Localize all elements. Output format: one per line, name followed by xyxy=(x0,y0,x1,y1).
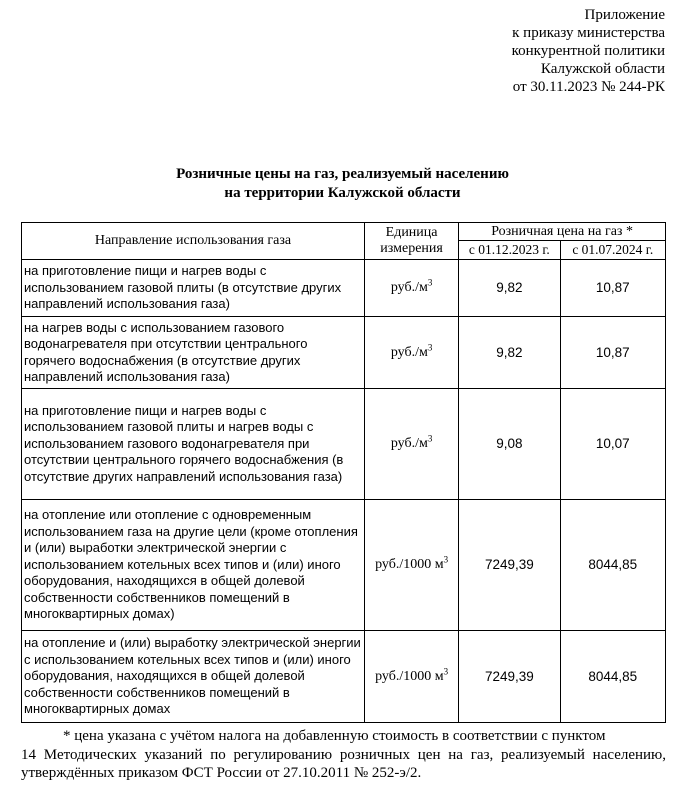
row-direction: на отопление и (или) выработку электрической энергии с использованием котельных всех типов и (или) иного оборудования, находящихся в общей долевой собственности собственников помещений в многоквартирных домах xyxy=(22,631,365,723)
header-line: конкурентной политики xyxy=(511,43,665,59)
header-unit-line2: измерения xyxy=(380,241,443,256)
document-header xyxy=(512,6,665,96)
header-price: Розничная цена на газ * xyxy=(459,223,666,241)
header-unit xyxy=(364,223,458,260)
header-line: Калужской области xyxy=(540,61,665,77)
row-price-1: 7249,39 xyxy=(459,500,560,631)
table-row xyxy=(22,389,666,500)
unit-superscript: 3 xyxy=(427,433,433,444)
unit-text: руб./м xyxy=(390,280,428,295)
row-unit xyxy=(364,631,458,723)
row-price-1: 7249,39 xyxy=(459,631,560,723)
row-direction: на приготовление пищи и нагрев воды с использованием газовой плиты и нагрев воды с использованием газового водонагревателя при отсутствии центрального горячего водоснабжения (в отсутствие других направлений использования газа) xyxy=(22,389,365,500)
table-row xyxy=(22,500,666,631)
header-date-2: с 01.07.2024 г. xyxy=(560,241,665,260)
unit-superscript: 3 xyxy=(443,665,449,676)
unit-text: руб./1000 м xyxy=(375,557,444,572)
row-direction: на отопление или отопление с одновременным использованием газа на другие цели (кроме отопления и (или) выработки электрической энергии с использованием котельных всех типов и (или) иного оборудования, находящихся в общей долевой собственности собственников помещений в многоквартирных домах) xyxy=(22,500,365,631)
row-price-2: 10,07 xyxy=(560,389,665,500)
header-direction: Направление использования газа xyxy=(22,223,365,260)
row-price-2: 8044,85 xyxy=(560,500,665,631)
header-line: Приложение xyxy=(584,7,665,23)
header-unit-line1: Единица xyxy=(385,225,438,240)
footnote-first-line: * цена указана с учётом налога на добавленную стоимость в соответствии с пунктом xyxy=(63,728,606,744)
unit-superscript: 3 xyxy=(427,341,433,352)
header-line: к приказу министерства xyxy=(512,25,665,41)
unit-superscript: 3 xyxy=(443,554,449,565)
header-line: от 30.11.2023 № 244-РК xyxy=(512,79,665,95)
footnote-rest: 14 Методических указаний по регулированию розничных цен на газ, реализуемый населению, утверждённых приказом ФСТ России от 27.10.2011 № 252-э/2. xyxy=(21,746,666,781)
header-date-1: с 01.12.2023 г. xyxy=(459,241,560,260)
unit-text: руб./м xyxy=(390,436,428,451)
title-line-1: Розничные цены на газ, реализуемый населению xyxy=(176,166,509,182)
table-row xyxy=(22,631,666,723)
row-unit xyxy=(364,317,458,389)
row-price-1: 9,82 xyxy=(459,317,560,389)
row-price-2: 8044,85 xyxy=(560,631,665,723)
row-unit xyxy=(364,500,458,631)
row-unit xyxy=(364,389,458,500)
prices-table xyxy=(21,222,666,723)
document-title xyxy=(0,165,685,203)
unit-text: руб./1000 м xyxy=(375,668,444,684)
table-row xyxy=(22,260,666,317)
row-price-1: 9,82 xyxy=(459,260,560,317)
unit-superscript: 3 xyxy=(427,277,433,288)
row-unit xyxy=(364,260,458,317)
row-direction: на нагрев воды с использованием газового водонагревателя при отсутствии центрального горячего водоснабжения (в отсутствие других направлений использования газа) xyxy=(22,317,365,389)
row-price-1: 9,08 xyxy=(459,389,560,500)
table-row xyxy=(22,317,666,389)
title-line-2: на территории Калужской области xyxy=(224,185,461,201)
row-price-2: 10,87 xyxy=(560,317,665,389)
unit-text: руб./м xyxy=(390,344,428,360)
row-direction: на приготовление пищи и нагрев воды с использованием газовой плиты (в отсутствие других направлений использования газа) xyxy=(22,260,365,317)
footnote xyxy=(21,727,666,783)
row-price-2: 10,87 xyxy=(560,260,665,317)
